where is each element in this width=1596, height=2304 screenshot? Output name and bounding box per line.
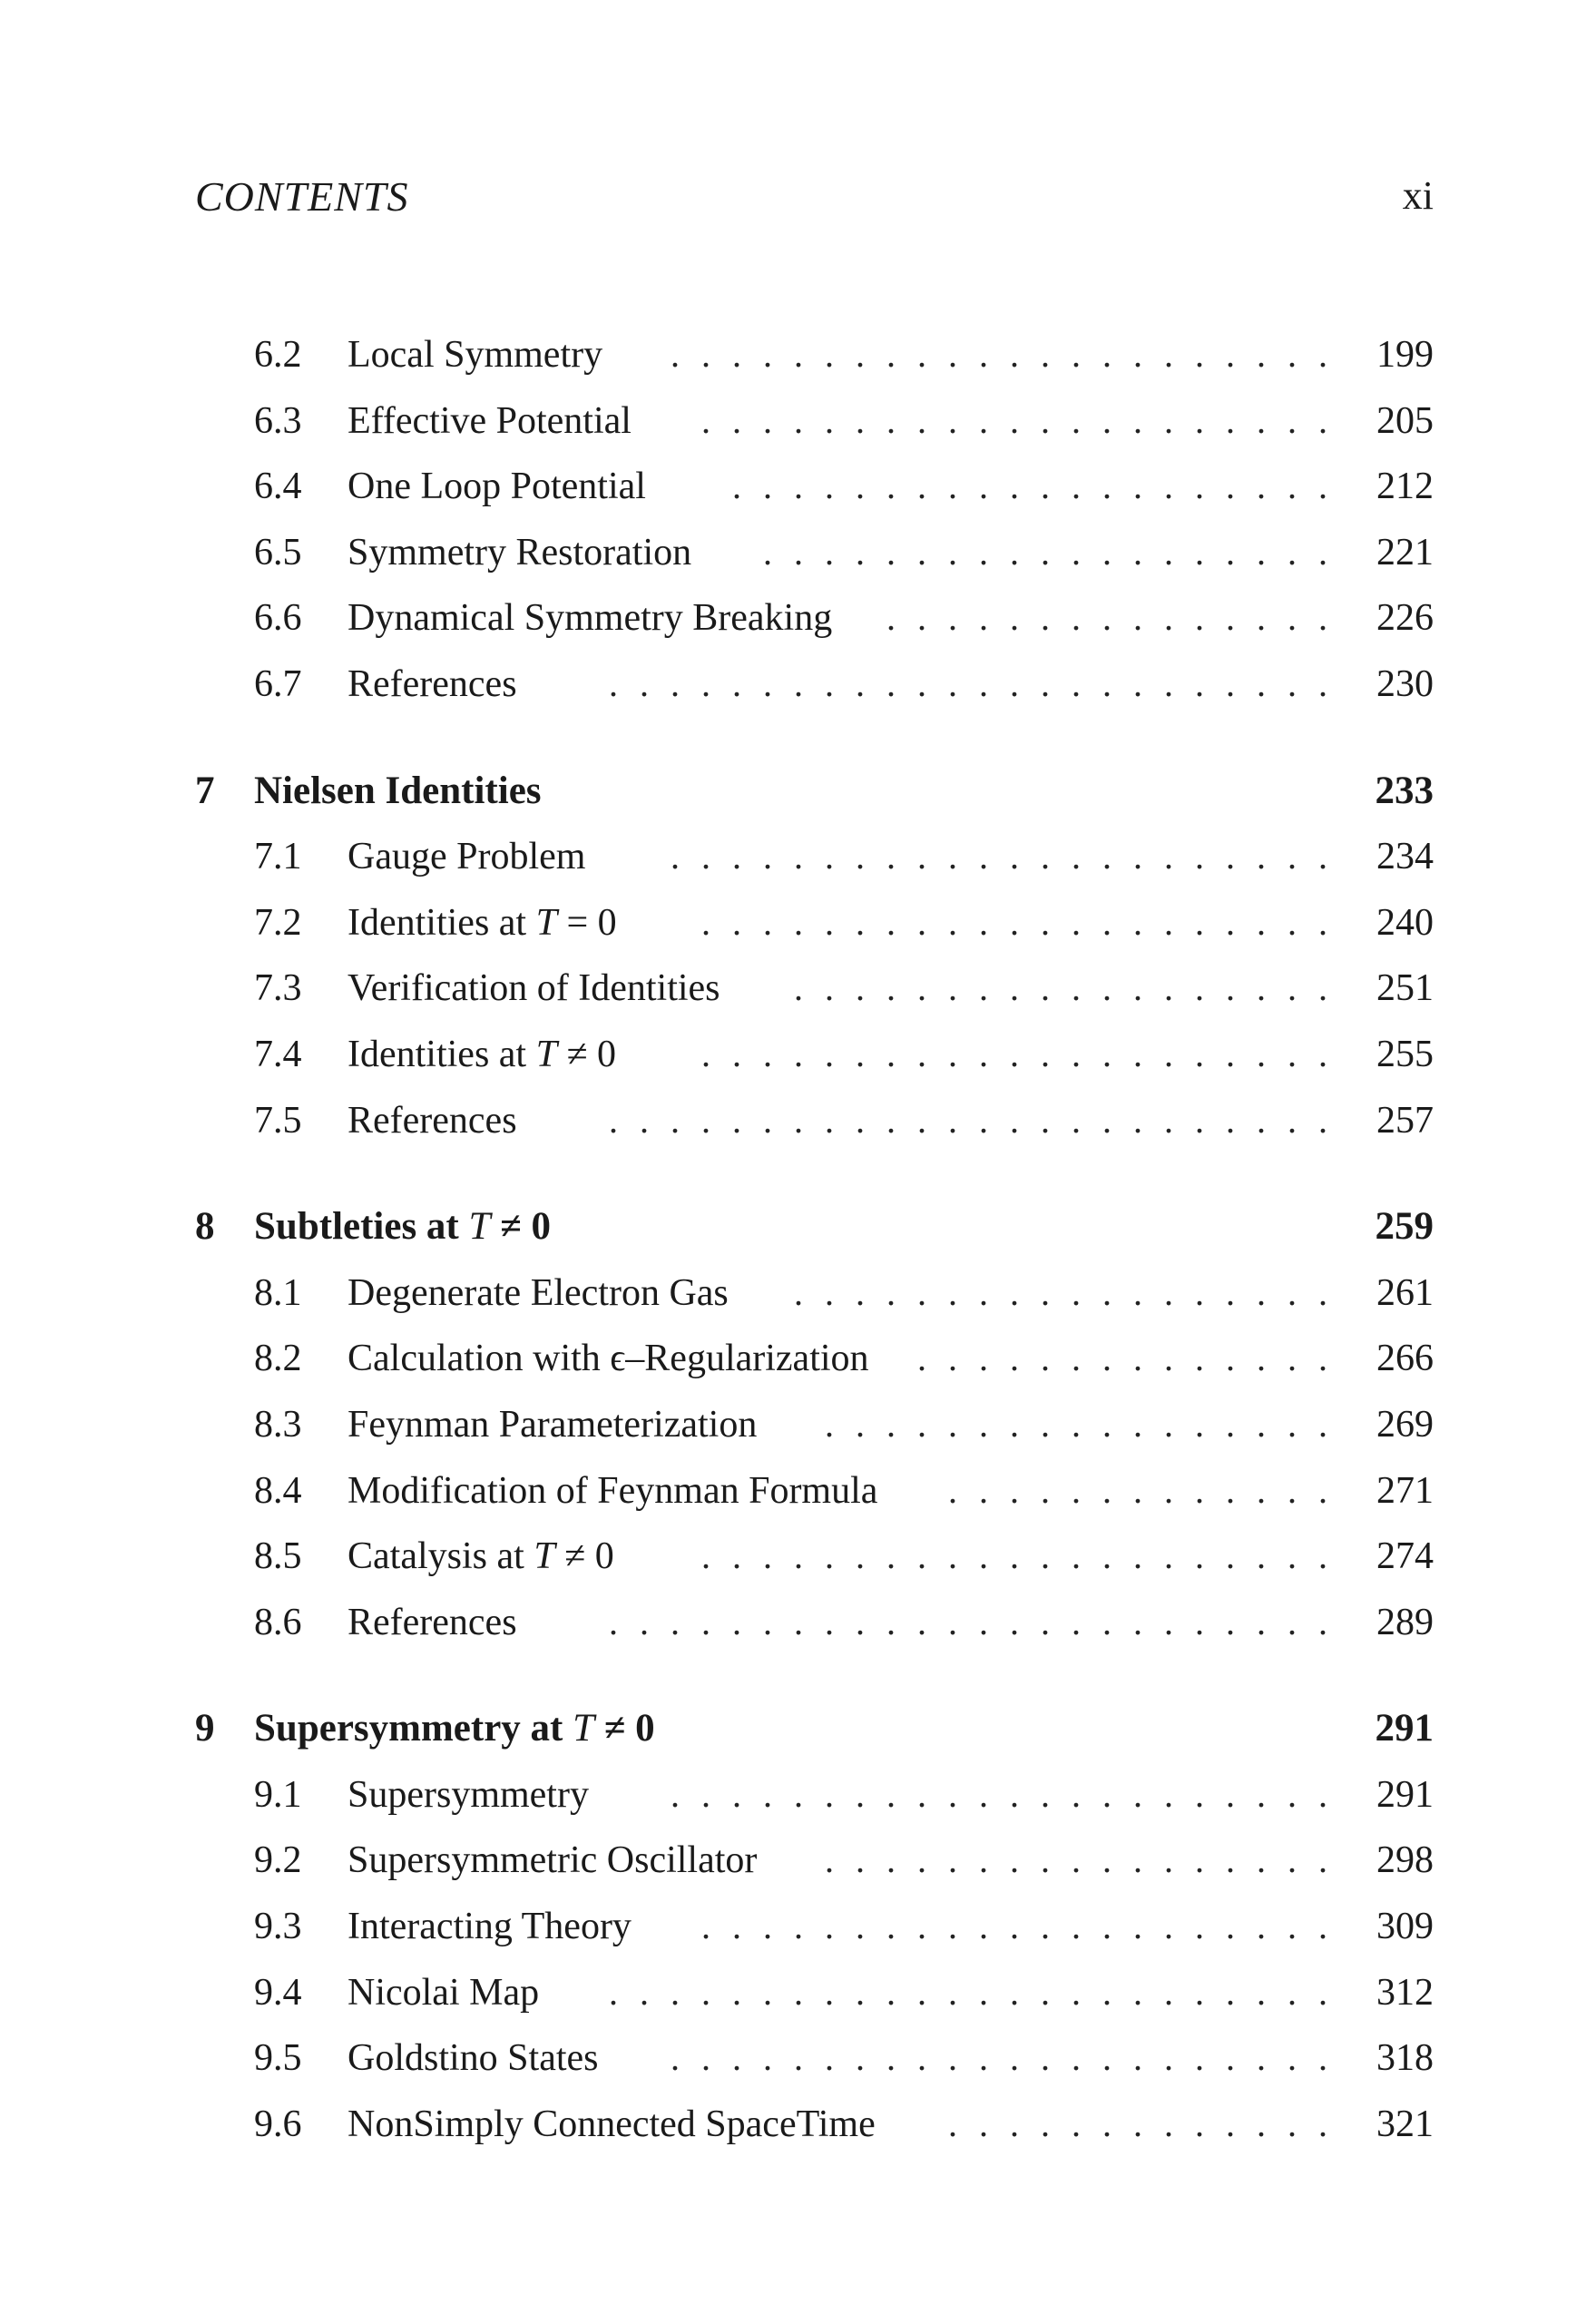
section-title: Calculation with ϵ–Regularization [348,1338,869,1380]
dot-leader: ...................... [671,1773,1349,1815]
chapter-title: Supersymmetry at T ≠ 0 [254,1707,655,1750]
section-title: Degenerate Electron Gas [348,1271,729,1314]
section-page-number: 221 [1376,531,1434,574]
section-number: 6.5 [254,531,302,574]
chapter-page-number: 259 [1375,1205,1434,1249]
section-page-number: 274 [1376,1535,1434,1578]
section-number: 6.4 [254,466,302,508]
dot-leader: .................... [732,466,1349,507]
dot-leader: .................. [794,1271,1349,1313]
section-page-number: 318 [1376,2037,1434,2080]
toc-section-entry[interactable] [195,1828,1434,1894]
section-number: 6.6 [254,597,302,640]
chapter-heading[interactable] [195,1696,1434,1762]
toc-section-entry[interactable] [195,388,1434,455]
section-page-number: 199 [1376,334,1434,376]
running-head [195,172,1434,236]
section-title: References [348,662,517,705]
section-number: 8.6 [254,1601,302,1643]
running-head-title: CONTENTS [195,173,409,220]
section-number: 7.1 [254,836,302,878]
toc-section-entry[interactable] [195,454,1434,520]
dot-leader: ............. [948,1469,1349,1511]
toc-section-entry[interactable] [195,956,1434,1022]
section-number: 9.2 [254,1839,302,1882]
section-page-number: 234 [1376,836,1434,878]
section-page-number: 266 [1376,1338,1434,1380]
section-page-number: 255 [1376,1033,1434,1075]
dot-leader: ..................... [701,1535,1349,1577]
dot-leader: ................. [825,1403,1349,1445]
chapter-title: Subtleties at T ≠ 0 [254,1205,552,1249]
toc-section-entry[interactable] [195,652,1434,718]
dot-leader: ........................ [609,1099,1349,1141]
section-number: 8.1 [254,1271,302,1314]
dot-leader: ..................... [701,399,1349,441]
chapter-heading[interactable] [195,1194,1434,1260]
section-page-number: 261 [1376,1271,1434,1314]
toc-section-entry[interactable] [195,1762,1434,1828]
running-head-page-number: xi [1402,173,1434,218]
dot-leader: ................. [825,1839,1349,1881]
section-page-number: 312 [1376,1971,1434,2014]
chapter-page-number: 291 [1375,1707,1434,1750]
toc-section-entry[interactable] [195,1524,1434,1590]
section-page-number: 289 [1376,1601,1434,1643]
section-page-number: 251 [1376,967,1434,1010]
section-number: 8.2 [254,1338,302,1380]
section-title: Dynamical Symmetry Breaking [348,597,833,640]
section-number: 9.5 [254,2037,302,2080]
section-page-number: 321 [1376,2103,1434,2145]
dot-leader: ...................... [671,334,1349,375]
toc-section-entry[interactable] [195,824,1434,890]
section-title: Effective Potential [348,399,632,442]
section-title: NonSimply Connected SpaceTime [348,2103,876,2145]
section-title: Supersymmetric Oscillator [348,1839,758,1882]
toc-section-entry[interactable] [195,1326,1434,1392]
section-number: 7.5 [254,1099,302,1142]
section-number: 8.4 [254,1469,302,1512]
section-title: Interacting Theory [348,1906,632,1948]
section-page-number: 226 [1376,597,1434,640]
section-title: Gauge Problem [348,836,586,878]
section-title: Supersymmetry [348,1773,589,1816]
section-number: 7.4 [254,1033,302,1075]
dot-leader: ........................ [609,1971,1349,2013]
dot-leader: ...................... [671,836,1349,877]
chapter-title: Nielsen Identities [254,769,542,812]
dot-leader: ........................ [609,662,1349,704]
chapter-page-number: 233 [1375,769,1434,812]
toc-section-entry[interactable] [195,1260,1434,1327]
section-page-number: 271 [1376,1469,1434,1512]
toc-section-entry[interactable] [195,890,1434,956]
toc-section-entry[interactable] [195,1088,1434,1154]
section-page-number: 212 [1376,466,1434,508]
section-title: Catalysis at T ≠ 0 [348,1535,614,1578]
dot-leader: ..................... [701,1906,1349,1947]
chapter-number: 8 [195,1205,215,1249]
toc-section-entry[interactable] [195,1960,1434,2026]
chapter-number: 7 [195,769,215,812]
toc-section-entry[interactable] [195,1022,1434,1088]
section-page-number: 257 [1376,1099,1434,1142]
dot-leader: .............. [917,1338,1349,1379]
section-title: One Loop Potential [348,466,646,508]
toc-section-entry[interactable] [195,2025,1434,2092]
toc-section-entry[interactable] [195,520,1434,586]
dot-leader: ..................... [701,1033,1349,1074]
section-page-number: 309 [1376,1906,1434,1948]
toc-section-entry[interactable] [195,322,1434,388]
dot-leader: ................... [763,531,1349,573]
section-page-number: 205 [1376,399,1434,442]
section-page-number: 269 [1376,1403,1434,1446]
section-number: 7.2 [254,901,302,944]
chapter-heading[interactable] [195,759,1434,825]
section-page-number: 230 [1376,662,1434,705]
section-page-number: 240 [1376,901,1434,944]
dot-leader: ...................... [671,2037,1349,2079]
chapter-number: 9 [195,1707,215,1750]
table-of-contents [195,322,1434,2157]
section-title: References [348,1099,517,1142]
section-title: Identities at T = 0 [348,901,617,944]
section-title: Identities at T ≠ 0 [348,1033,617,1075]
dot-leader: ............... [886,597,1349,639]
section-number: 8.3 [254,1403,302,1446]
section-page-number: 298 [1376,1839,1434,1882]
section-number: 9.3 [254,1906,302,1948]
section-number: 9.6 [254,2103,302,2145]
section-number: 6.7 [254,662,302,705]
section-title: Nicolai Map [348,1971,540,2014]
section-number: 7.3 [254,967,302,1010]
toc-section-entry[interactable] [195,1458,1434,1525]
toc-section-entry[interactable] [195,1590,1434,1656]
dot-leader: ........................ [609,1601,1349,1642]
section-title: Verification of Identities [348,967,720,1010]
toc-section-entry[interactable] [195,1894,1434,1960]
section-number: 6.2 [254,334,302,376]
section-title: Goldstino States [348,2037,599,2080]
section-title: Modification of Feynman Formula [348,1469,878,1512]
section-title: Feynman Parameterization [348,1403,758,1446]
dot-leader: ..................... [701,901,1349,943]
section-number: 9.4 [254,1971,302,2014]
toc-section-entry[interactable] [195,1392,1434,1458]
section-number: 8.5 [254,1535,302,1578]
toc-section-entry[interactable] [195,585,1434,652]
toc-section-entry[interactable] [195,2092,1434,2158]
section-title: References [348,1601,517,1643]
dot-leader: .................. [794,967,1349,1009]
section-number: 9.1 [254,1773,302,1816]
section-title: Local Symmetry [348,334,603,376]
section-number: 6.3 [254,399,302,442]
section-title: Symmetry Restoration [348,531,692,574]
section-page-number: 291 [1376,1773,1434,1816]
dot-leader: ............. [948,2103,1349,2144]
